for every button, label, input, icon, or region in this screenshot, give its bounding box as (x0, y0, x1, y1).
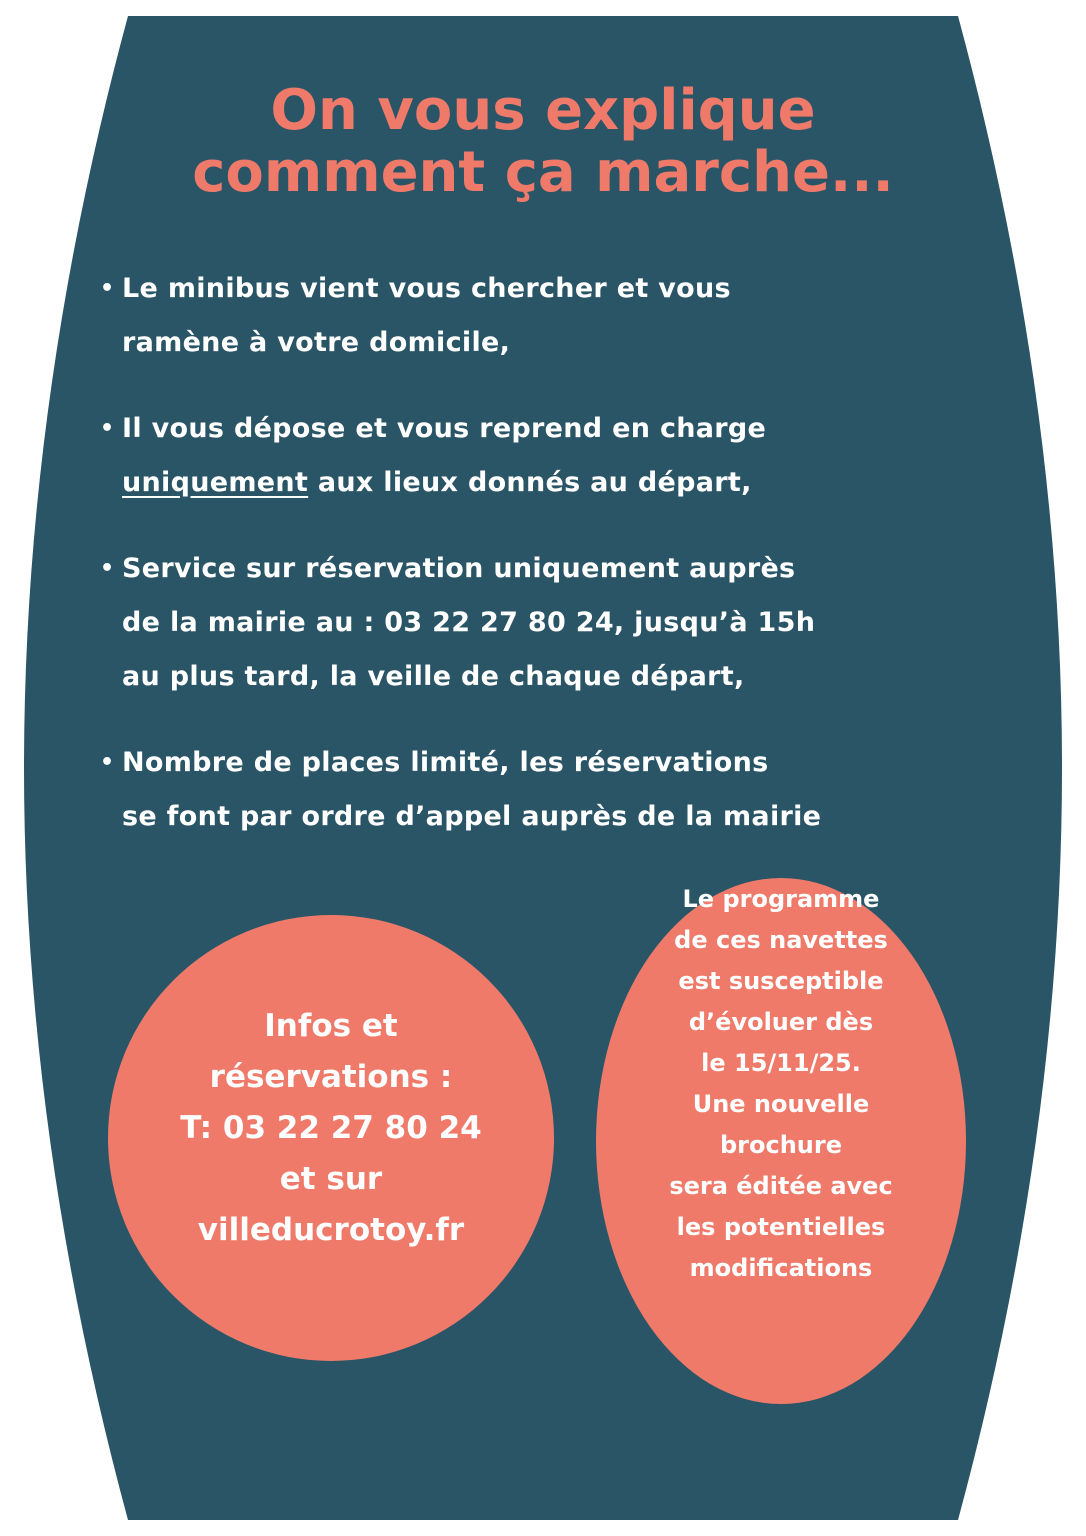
programme-notice-oval (596, 878, 966, 1404)
notice-line: Le programme (682, 884, 880, 913)
notice-line: sera éditée avec (669, 1171, 893, 1200)
bullet-dot-icon: • (100, 556, 115, 581)
contact-phone[interactable]: T: 03 22 27 80 24 (180, 1109, 482, 1146)
bullet-text-line: Service sur réservation uniquement auprès (122, 553, 796, 584)
page-title (0, 80, 1086, 204)
bullet-dot-icon: • (100, 750, 115, 775)
underlined-emphasis: uniquement (122, 467, 309, 498)
notice-line: les potentielles (676, 1212, 886, 1241)
title-line-2: comment ça marche... (192, 140, 894, 205)
contact-line: Infos et (264, 1007, 398, 1044)
info-bullet-list (100, 262, 1000, 876)
bullet-text-line: Nombre de places limité, les réservations (122, 747, 769, 778)
notice-line: d’évoluer dès (688, 1007, 874, 1036)
bullet-text-line: se font par ordre d’appel auprès de la mairie (122, 801, 822, 832)
notice-line: le 15/11/25. (701, 1048, 861, 1077)
bullet-pickup (100, 262, 1000, 370)
bullet-text-line (122, 456, 1000, 510)
contact-info-circle (108, 915, 554, 1361)
notice-line: brochure (719, 1130, 842, 1159)
notice-line: de ces navettes (674, 925, 888, 954)
bullet-dot-icon: • (100, 416, 115, 441)
bullet-text-rest: aux lieux donnés au départ, (308, 467, 752, 498)
notice-line: Une nouvelle (692, 1089, 870, 1118)
contact-line: réservations : (209, 1058, 453, 1095)
bullet-text-line: au plus tard, la veille de chaque départ, (122, 661, 745, 692)
notice-line: modifications (689, 1253, 873, 1282)
bullet-text-line: Il vous dépose et vous reprend en charge (122, 413, 767, 444)
bullet-dot-icon: • (100, 276, 115, 301)
bullet-limited-seats (100, 736, 1000, 844)
notice-line: est susceptible (678, 966, 884, 995)
title-line-1: On vous explique (270, 78, 816, 143)
bullet-dropoff (100, 402, 1000, 510)
bullet-reservation (100, 542, 1000, 704)
contact-website-link[interactable]: villeducrotoy.fr (197, 1211, 465, 1248)
bullet-text-line: Le minibus vient vous chercher et vous (122, 273, 731, 304)
bullet-text-line: ramène à votre domicile, (122, 327, 511, 358)
bullet-text-line: de la mairie au : 03 22 27 80 24, jusqu’à 15h (122, 607, 816, 638)
contact-line: et sur (279, 1160, 383, 1197)
